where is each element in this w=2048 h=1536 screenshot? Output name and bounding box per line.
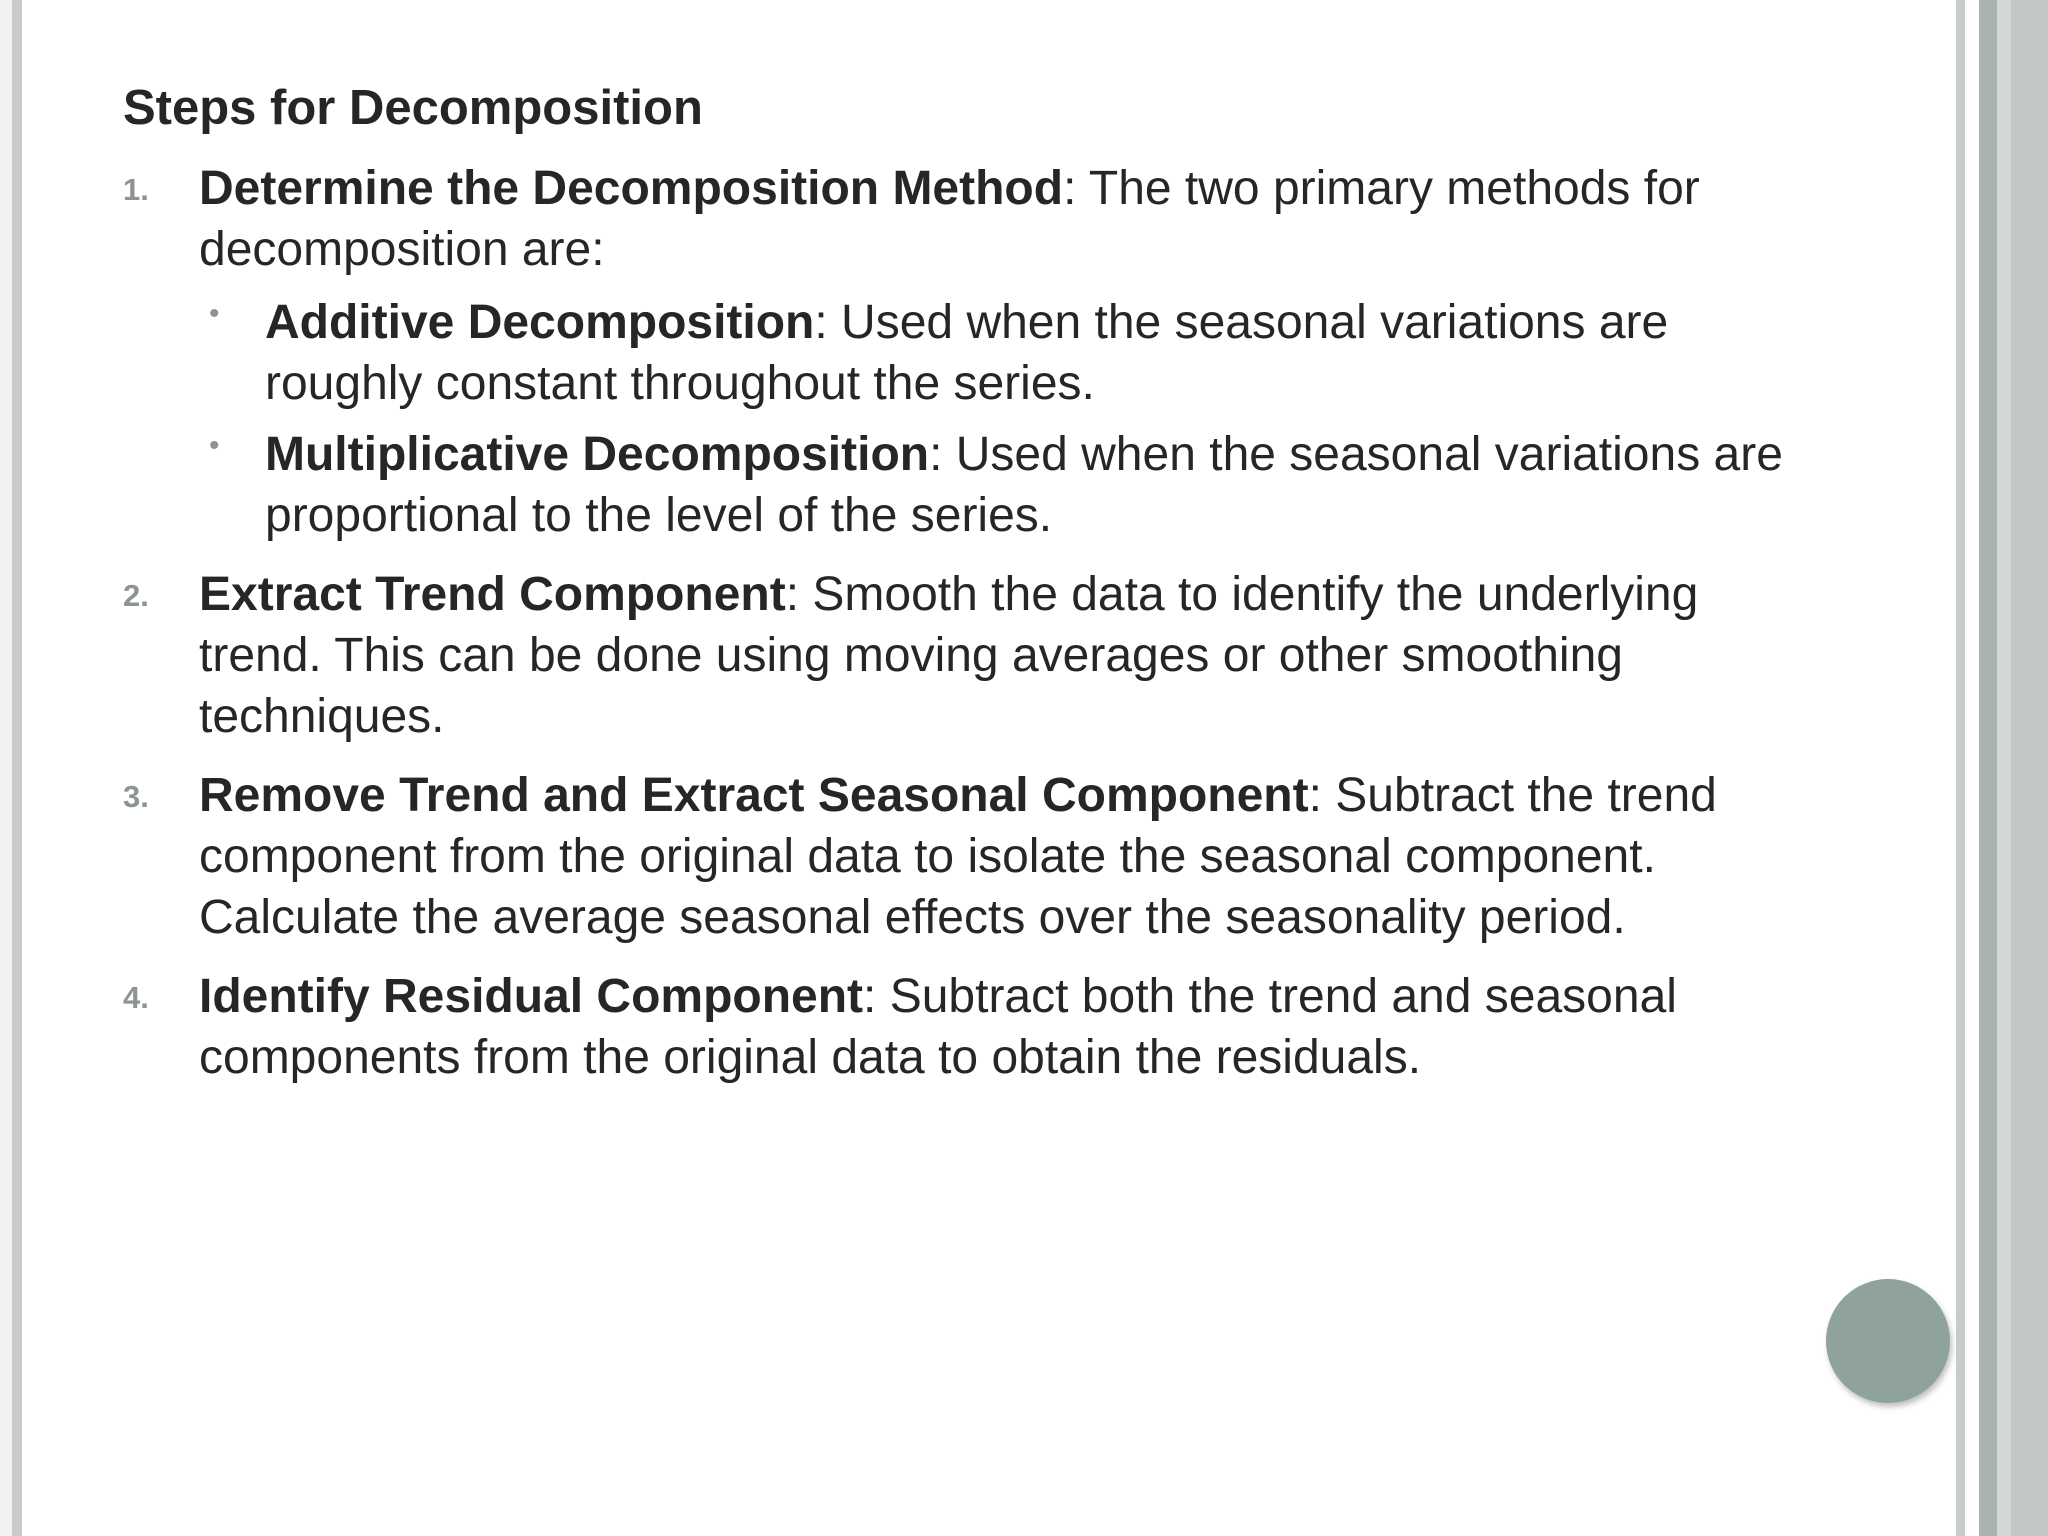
step-item [123, 966, 1803, 1088]
step-description: : Subtract both the trend and seasonal components from the original data to obtain the residuals. [199, 970, 1677, 1084]
decorative-circle [1826, 1279, 1950, 1403]
step-description: : Subtract the trend component from the original data to isolate the seasonal component. Calculate the average seasonal effects over the seasonality period. [199, 769, 1717, 944]
sub-item-title: Multiplicative Decomposition [265, 428, 930, 481]
step-number: 3. [123, 779, 149, 814]
sub-item-description: : Used when the seasonal variations are proportional to the level of the series. [265, 428, 1783, 542]
right-frame-stripe [1965, 0, 1979, 1536]
step-number: 2. [123, 578, 149, 613]
sub-item [199, 424, 1803, 546]
step-title: Remove Trend and Extract Seasonal Component [199, 769, 1309, 822]
left-frame-outer [0, 0, 12, 1536]
sub-list [199, 292, 1803, 546]
step-description: : The two primary methods for decomposition are: [199, 162, 1700, 276]
sub-item-title: Additive Decomposition [265, 296, 815, 349]
step-description: : Smooth the data to identify the underlying trend. This can be done using moving averages or other smoothing techniques. [199, 568, 1699, 743]
slide-heading: Steps for Decomposition [123, 81, 703, 135]
step-item [123, 765, 1803, 948]
right-frame-stripe [1979, 0, 1997, 1536]
right-frame-stripe [1956, 0, 1965, 1536]
left-frame-inner [12, 0, 22, 1536]
step-item [123, 564, 1803, 747]
step-title: Determine the Decomposition Method [199, 162, 1064, 215]
step-number: 4. [123, 980, 149, 1015]
bullet-icon: • [209, 429, 220, 462]
step-number: 1. [123, 172, 149, 207]
step-title: Extract Trend Component [199, 568, 786, 621]
step-title: Identify Residual Component [199, 970, 864, 1023]
sub-item-description: : Used when the seasonal variations are roughly constant throughout the series. [265, 296, 1669, 410]
right-frame-stripe [2011, 0, 2048, 1536]
bullet-icon: • [209, 297, 220, 330]
steps-list [123, 158, 1803, 1106]
right-frame-stripe [1997, 0, 2011, 1536]
sub-item [199, 292, 1803, 414]
step-item [123, 158, 1803, 546]
